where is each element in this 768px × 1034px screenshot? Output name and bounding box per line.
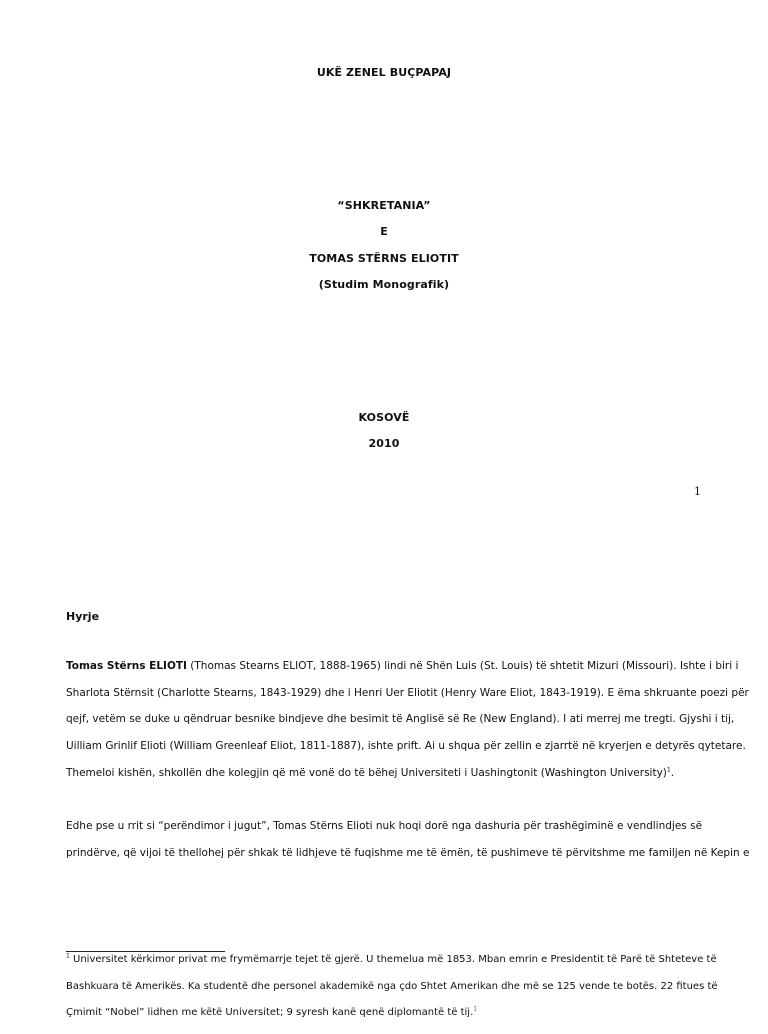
line-text: Themeloi kishën, shkollën dhe kolegjin që më vonë do të bëhej Universiteti i Uashingtonit (Washington University) <box>66 766 667 779</box>
author-name: UKË ZENEL BUÇPAPAJ <box>316 66 452 79</box>
footnote-ref[interactable]: 1 <box>666 766 671 774</box>
footnote <box>66 952 718 1034</box>
title-conjunction: E <box>380 225 388 238</box>
line-text: (Thomas Stearns ELIOT, 1888-1965) lindi në Shën Luis (St. Louis) të shtetit Mizuri (Missouri). Ishte i biri i <box>186 660 739 672</box>
paragraph-2 <box>66 820 750 873</box>
section-heading: Hyrje <box>66 610 100 623</box>
footnote-line <box>66 952 717 981</box>
footnote-divider <box>66 951 225 952</box>
publication-year: 2010 <box>368 437 400 450</box>
line-text: Universitet kërkimor privat me frymëmarrje tejet të gjerë. U themelua më 1853. Mban emrin e Presidentit të Parë të Shteteve të <box>69 954 717 965</box>
footnote-line <box>66 1007 702 1034</box>
paragraph-line <box>66 767 702 794</box>
bold-name: Tomas Stërns ELIOTI <box>66 660 187 672</box>
subject-name: TOMAS STËRNS ELIOTIT <box>309 252 459 265</box>
book-subtitle: (Studim Monografik) <box>318 278 450 291</box>
paragraph-line: Edhe pse u rrit si “perëndimor i jugut”, Tomas Stërns Elioti nuk hoqi dorë nga dashuria për trashëgiminë e vendlindjes së <box>66 820 703 832</box>
paragraph-line: Uilliam Grinlif Elioti (William Greenleaf Eliot, 1811-1887), ishte prift. Ai u shqua për zellin e zjarrtë në kryerjen e detyrës qytetare. <box>66 740 746 753</box>
paragraph-line: qejf, vetëm se duke u qëndruar besnike bindjeve dhe besimit të Anglisë së Re (New England). I ati merrej me tregti. Gjyshi i tij, <box>66 713 735 726</box>
paragraph-1 <box>66 660 749 793</box>
page-number: 1 <box>694 485 701 498</box>
footnote-line: Bashkuara të Amerikës. Ka studentë dhe personel akademikë nga çdo Shtet Amerikan dhe më se 125 vende te botës. 22 fitues të <box>66 980 718 992</box>
line-text: . <box>670 766 675 779</box>
footnote-backlink[interactable]: 1 <box>473 1005 478 1013</box>
footnote-marker: 1 <box>66 952 70 960</box>
paragraph-line: prindërve, që vijoi të thellohej për shkak të lidhjeve të fuqishme me të ëmën, të pushimeve të përvitshme me familjen në Kepin e <box>66 846 750 859</box>
publication-place: KOSOVË <box>358 411 410 424</box>
line-text: Çmimit “Nobel” lidhen me këtë Universitet; 9 syresh kanë qenë diplomantë të tij. <box>66 1007 474 1018</box>
book-title: “SHKRETANIA” <box>337 199 431 212</box>
paragraph-line: Sharlota Stërnsit (Charlotte Stearns, 1843-1929) dhe i Henri Uer Eliotit (Henry Ware Eliot, 1843-1919). E ëma shkruante poezi për <box>66 686 749 699</box>
paragraph-line <box>66 660 739 687</box>
